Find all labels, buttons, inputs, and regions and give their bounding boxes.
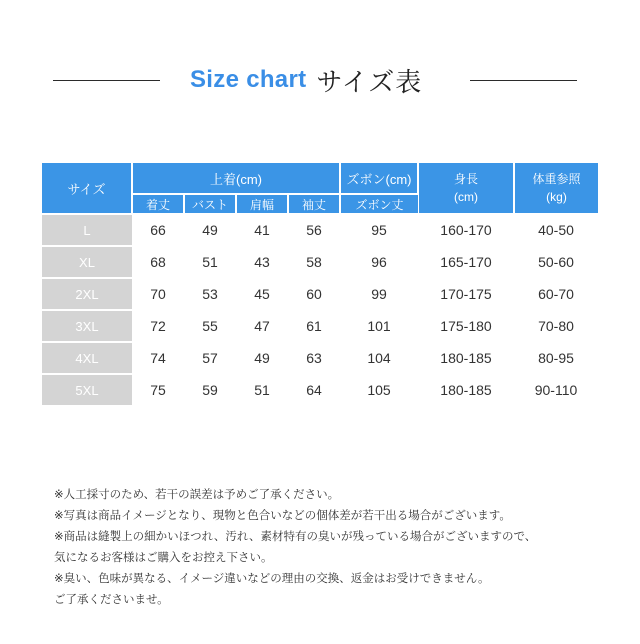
pants-length-header: ズボン丈 (340, 194, 418, 214)
note-line: ※人工採寸のため、若干の誤差は予めご了承ください。 (54, 487, 340, 501)
height-cell: 175-180 (418, 310, 514, 342)
height-cell: 170-175 (418, 278, 514, 310)
note-line: ※臭い、色味が異なる、イメージ違いなどの理由の交換、返金はお受けできません。 (54, 571, 490, 585)
title-english: Size chart (190, 66, 307, 93)
shoulder-cell: 41 (236, 214, 288, 246)
pants-group-header: ズボン(cm) (340, 163, 418, 194)
length-cell: 70 (132, 278, 184, 310)
shoulder-cell: 45 (236, 278, 288, 310)
sleeve-cell: 61 (288, 310, 340, 342)
weight-header: 体重参照 (kg) (514, 163, 598, 214)
size-table (42, 163, 598, 407)
height-cell: 180-185 (418, 342, 514, 374)
pants-cell: 95 (340, 214, 418, 246)
shoulder-cell: 49 (236, 342, 288, 374)
sleeve-cell: 64 (288, 374, 340, 406)
weight-cell: 80-95 (514, 342, 598, 374)
table-row (42, 310, 598, 342)
size-cell: 5XL (42, 374, 132, 406)
pants-cell: 105 (340, 374, 418, 406)
top-group-header: 上着(cm) (132, 163, 340, 194)
length-header: 着丈 (132, 194, 184, 214)
bust-cell: 55 (184, 310, 236, 342)
length-cell: 75 (132, 374, 184, 406)
notes (54, 484, 614, 610)
bust-cell: 51 (184, 246, 236, 278)
size-column-header: サイズ (42, 163, 132, 214)
table-row (42, 278, 598, 310)
shoulder-header: 肩幅 (236, 194, 288, 214)
height-cell: 160-170 (418, 214, 514, 246)
shoulder-cell: 43 (236, 246, 288, 278)
bust-cell: 49 (184, 214, 236, 246)
title-row (0, 58, 640, 102)
pants-cell: 101 (340, 310, 418, 342)
length-cell: 68 (132, 246, 184, 278)
size-cell: XL (42, 246, 132, 278)
weight-cell: 60-70 (514, 278, 598, 310)
weight-cell: 70-80 (514, 310, 598, 342)
sleeve-cell: 60 (288, 278, 340, 310)
note-line: ※商品は縫製上の細かいほつれ、汚れ、素材特有の臭いが残っている場合がございますので、 (54, 529, 537, 543)
bust-header: バスト (184, 194, 236, 214)
title-japanese: サイズ表 (316, 67, 423, 98)
pants-cell: 96 (340, 246, 418, 278)
shoulder-cell: 51 (236, 374, 288, 406)
weight-cell: 40-50 (514, 214, 598, 246)
size-cell: 2XL (42, 278, 132, 310)
sleeve-cell: 56 (288, 214, 340, 246)
table-row (42, 374, 598, 406)
note-line: ※写真は商品イメージとなり、現物と色合いなどの個体差が若干出る場合がございます。 (54, 508, 511, 522)
weight-cell: 90-110 (514, 374, 598, 406)
sleeve-cell: 63 (288, 342, 340, 374)
size-cell: 4XL (42, 342, 132, 374)
bust-cell: 59 (184, 374, 236, 406)
length-cell: 66 (132, 214, 184, 246)
page-title (190, 60, 450, 100)
shoulder-cell: 47 (236, 310, 288, 342)
length-cell: 72 (132, 310, 184, 342)
sleeve-cell: 58 (288, 246, 340, 278)
length-cell: 74 (132, 342, 184, 374)
pants-cell: 99 (340, 278, 418, 310)
note-line: 気になるお客様はご購入をお控え下さい。 (54, 550, 273, 564)
height-header: 身長 (cm) (418, 163, 514, 214)
note-line: ご了承くださいませ。 (54, 592, 169, 606)
table-row (42, 214, 598, 246)
weight-cell: 50-60 (514, 246, 598, 278)
bust-cell: 57 (184, 342, 236, 374)
table-row (42, 246, 598, 278)
table-row (42, 342, 598, 374)
bust-cell: 53 (184, 278, 236, 310)
height-cell: 180-185 (418, 374, 514, 406)
size-cell: 3XL (42, 310, 132, 342)
pants-cell: 104 (340, 342, 418, 374)
height-cell: 165-170 (418, 246, 514, 278)
title-divider-left (53, 80, 160, 81)
sleeve-header: 袖丈 (288, 194, 340, 214)
size-cell: L (42, 214, 132, 246)
title-divider-right (470, 80, 577, 81)
